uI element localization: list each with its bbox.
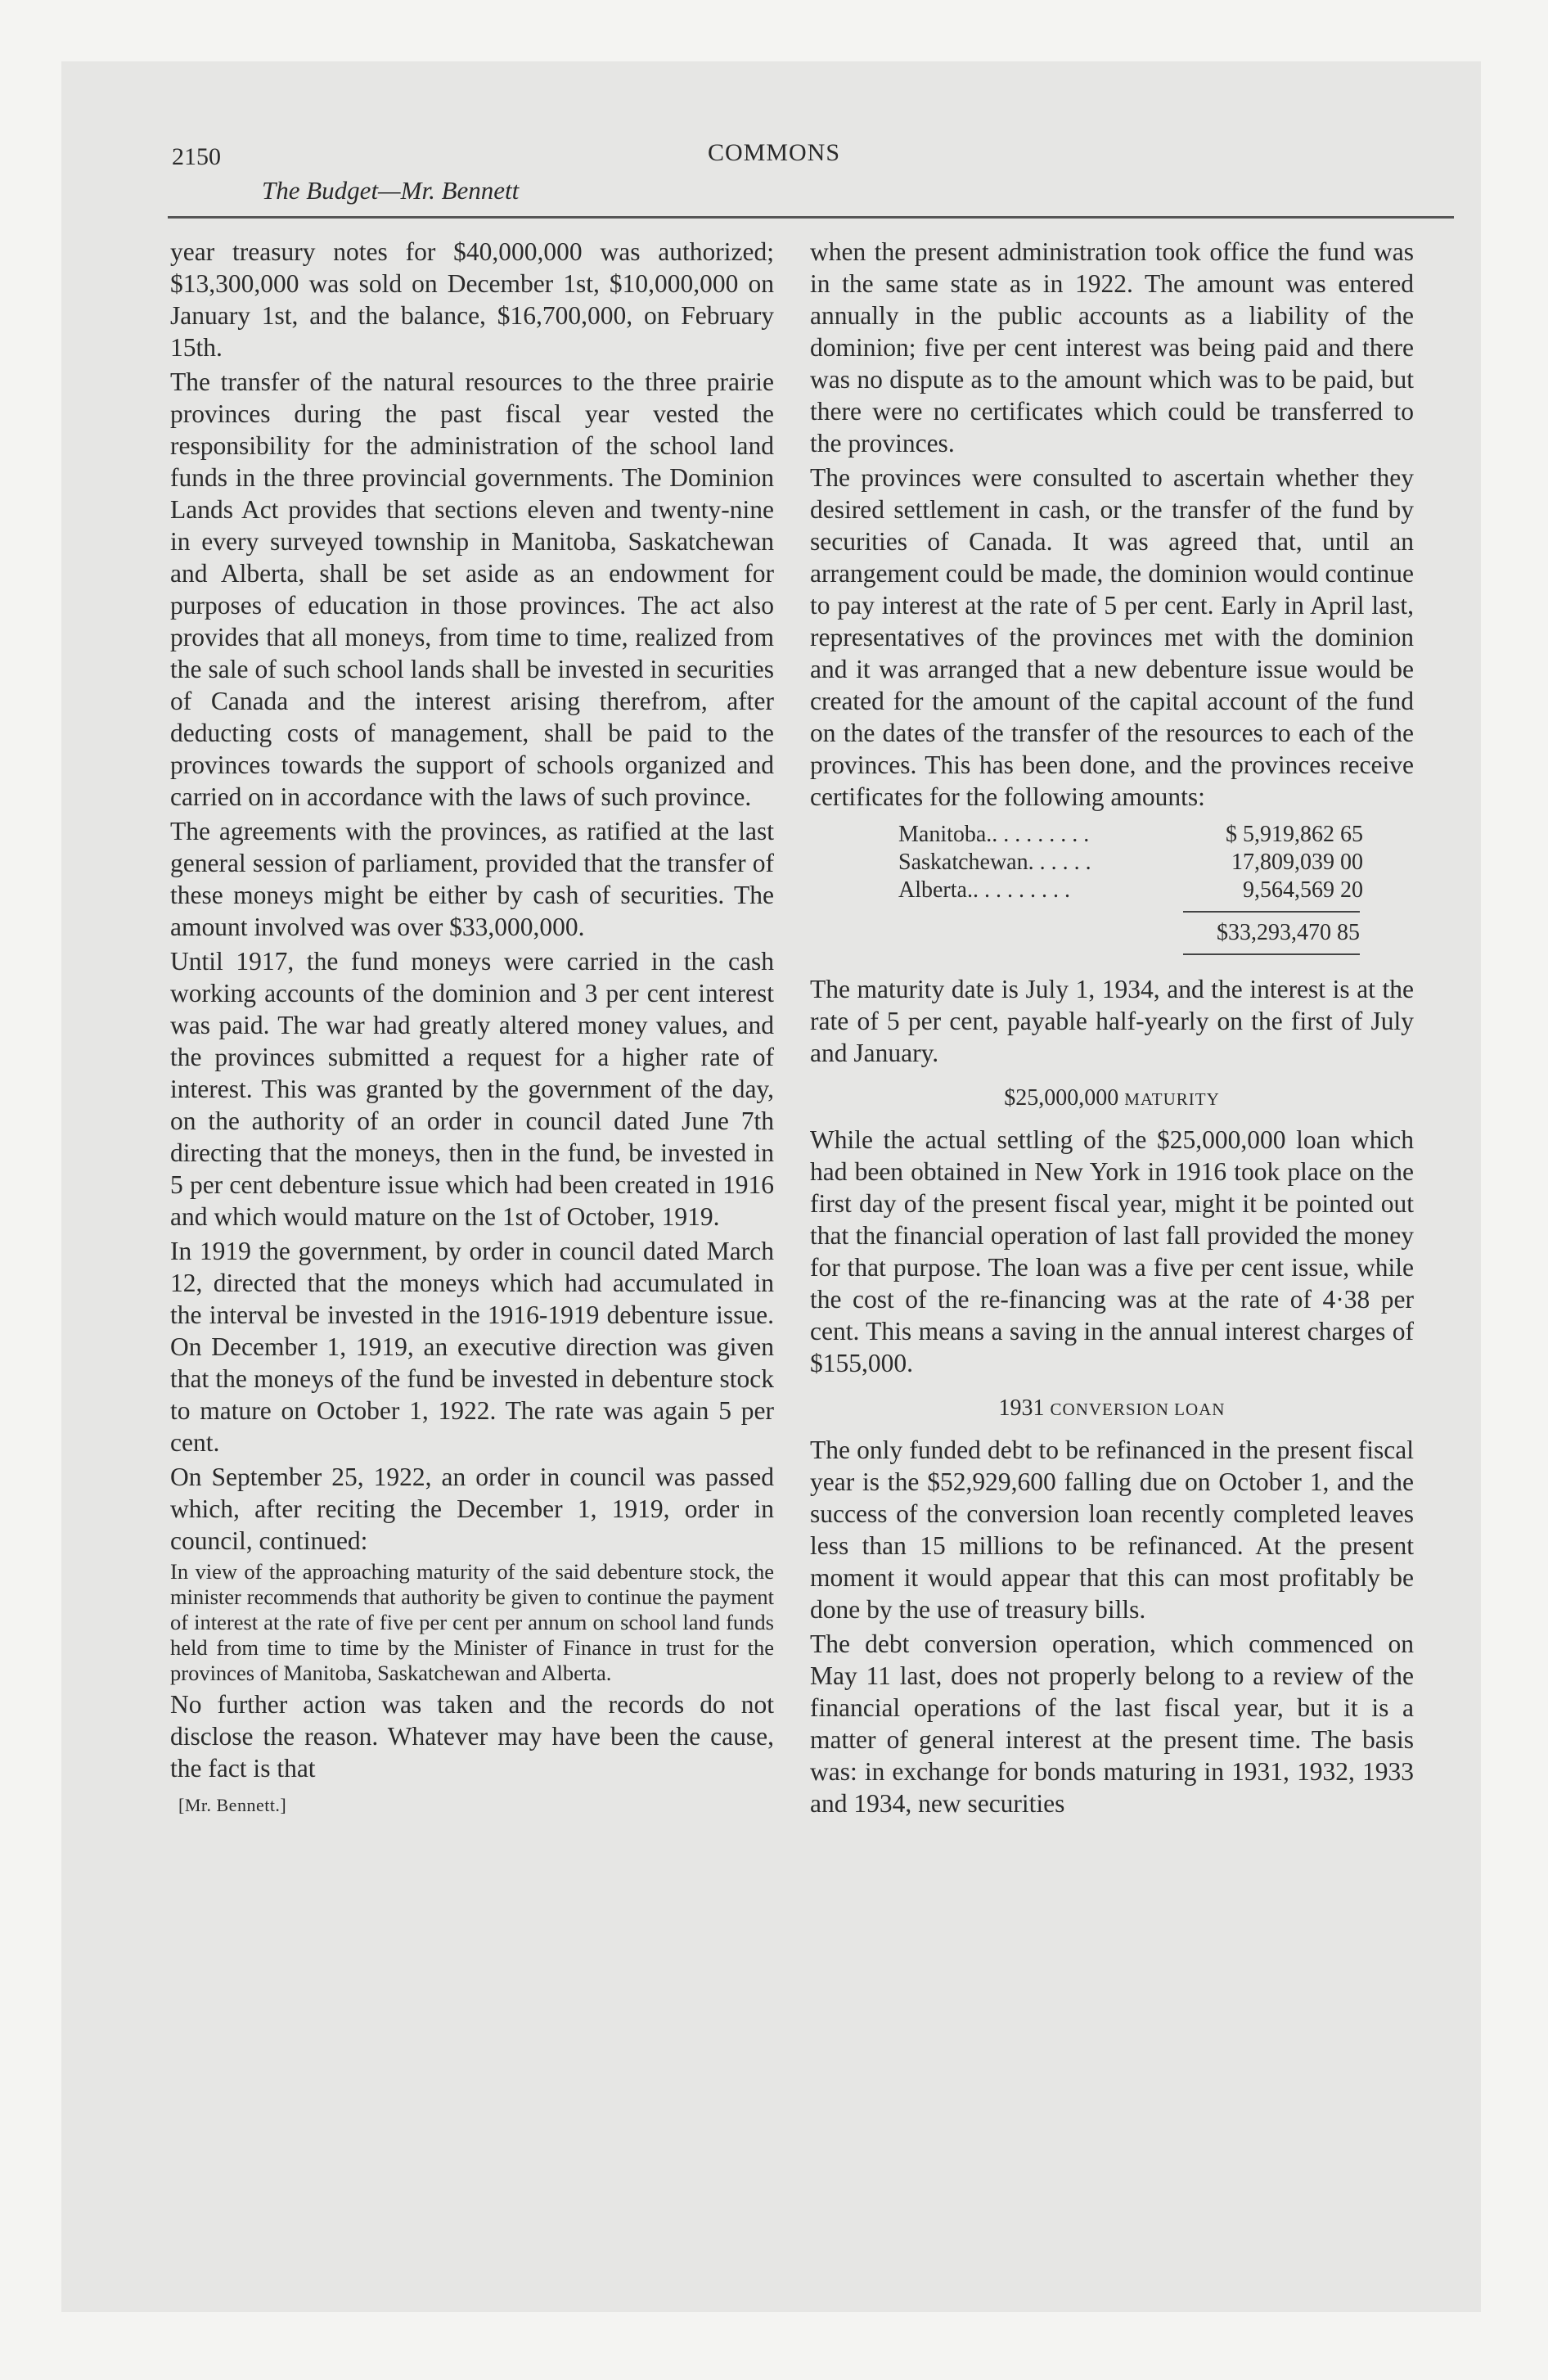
paragraph: While the actual settling of the $25,000,000 loan which had been obtained in New York in 1916 took place on the first day of the present fiscal year, might it be pointed out that the financial operation of last fall provided the money for that purpose. The loan was a five per cent issue, while the cost of the re-financing was at the rate of 4·38 per cent. This means a saving in the annual interest charges of $155,000. [810, 1125, 1414, 1377]
subheading-maturity [810, 1082, 1414, 1116]
province-label: Manitoba.. . . . . . . . . [898, 822, 1090, 847]
amounts-table [810, 821, 1414, 955]
amount-value: $ 5,919,862 65 [1226, 822, 1363, 847]
right-column [810, 236, 1414, 1819]
paragraph: Until 1917, the fund moneys were carried in the cash working accounts of the dominion and 3 per cent interest was paid. The war had greatly altered money values, and the provinces submitted a request for a higher rate of interest. This was granted by the government of the day, on the authority of an order in council dated June 7th directing that the moneys, then in the fund, be invested in 5 per cent debenture issue which had been created in 1916 and which would mature on the 1st of October, 1919. [170, 947, 774, 1231]
paragraph: The only funded debt to be refinanced in the present fiscal year is the $52,929,600 falling due on October 1, and the success of the conversion loan recently completed leaves less than 15 millions to be refinanced. At the present moment it would appear that this can most profitably be done by the use of treasury bills. [810, 1436, 1414, 1624]
paragraph: The agreements with the provinces, as ratified at the last general session of parliament, provided that the transfer of these moneys might be either by cash of securities. The amount involved was over $33,000,000. [170, 817, 774, 941]
paragraph: The maturity date is July 1, 1934, and the interest is at the rate of 5 per cent, payable half-yearly on the first of July and January. [810, 975, 1414, 1067]
amount-row [810, 849, 1414, 877]
province-label: Saskatchewan. . . . . . [898, 850, 1091, 875]
subheading-year: 1931 [998, 1395, 1045, 1421]
amount-total: $33,293,470 85 [1183, 911, 1360, 955]
paragraph: when the present administration took office the fund was in the same state as in 1922. The amount was entered annually in the public accounts as a liability of the dominion; five per cent interest was being paid and there was no dispute as to the amount which was to be paid, but there were no certificates which could be transferred to the provinces. [810, 237, 1414, 458]
running-head: COMMONS [707, 139, 841, 166]
subheading-word: MATURITY [1124, 1089, 1220, 1109]
amount-row [810, 877, 1414, 904]
paragraph: The transfer of the natural resources to the three prairie provinces during the past fiscal year vested the responsibility for the administration of the school land funds in the three provincial governments. The Dominion Lands Act provides that sections eleven and twenty-nine in every surveyed township in Manitoba, Saskatchewan and Alberta, shall be set aside as an endowment for purposes of education in those provinces. The act also provides that all moneys, from time to time, realized from the sale of such school lands shall be invested in securities of Canada and the interest arising therefrom, after deducting costs of management, shall be paid to the provinces towards the support of schools organized and carried on in accordance with the laws of such province. [170, 367, 774, 811]
paragraph: year treasury notes for $40,000,000 was authorized; $13,300,000 was sold on December 1st, $10,000,000 on January 1st, and the balance, $16,700,000, on February 15th. [170, 237, 774, 362]
paragraph: The provinces were consulted to ascertain whether they desired settlement in cash, or the transfer of the fund by securities of Canada. It was agreed that, until an arrangement could be made, the dominion would continue to pay interest at the rate of 5 per cent. Early in April last, representatives of the provinces met with the dominion and it was arranged that a new debenture issue would be created for the amount of the capital account of the fund on the dates of the transfer of the resources to each of the provinces. This has been done, and the provinces receive certificates for the following amounts: [810, 463, 1414, 811]
amount-row [810, 821, 1414, 849]
paragraph: In 1919 the government, by order in council dated March 12, directed that the moneys which had accumulated in the interval be invested in the 1916-1919 debenture issue. On December 1, 1919, an executive direction was given that the moneys of the fund be invested in debenture stock to mature on October 1, 1922. The rate was again 5 per cent. [170, 1237, 774, 1457]
subheading-conversion-loan [810, 1392, 1414, 1426]
subheading-amount: $25,000,000 [1004, 1085, 1119, 1111]
section-title: The Budget—Mr. Bennett [262, 176, 520, 205]
amount-value: 9,564,569 20 [1243, 877, 1363, 903]
header-rule [168, 216, 1454, 219]
order-in-council-quote: In view of the approaching maturity of the said debenture stock, the minister recommends that authority be given to continue the payment of interest at the rate of five per cent per annum on school land funds held from time to time by the Minister of Finance in trust for the provinces of Manitoba, Saskatchewan and Alberta. [170, 1559, 774, 1685]
left-column [170, 236, 774, 1821]
paragraph: On September 25, 1922, an order in council was passed which, after reciting the December 1, 1919, order in council, continued: [170, 1463, 774, 1555]
amount-value: 17,809,039 00 [1231, 850, 1363, 875]
paragraph: No further action was taken and the records do not disclose the reason. Whatever may have been the cause, the fact is that [170, 1690, 774, 1783]
speaker-attribution: [Mr. Bennett.] [178, 1795, 287, 1815]
province-label: Alberta.. . . . . . . . . [898, 877, 1070, 903]
subheading-words: CONVERSION LOAN [1050, 1400, 1226, 1419]
paragraph: The debt conversion operation, which commenced on May 11 last, does not properly belong to a review of the financial operations of the last fiscal year, but it is a matter of general interest at the present time. The basis was: in exchange for bonds maturing in 1931, 1932, 1933 and 1934, new securities [810, 1629, 1414, 1818]
amount-total-row [810, 911, 1414, 955]
page-number: 2150 [172, 143, 221, 170]
